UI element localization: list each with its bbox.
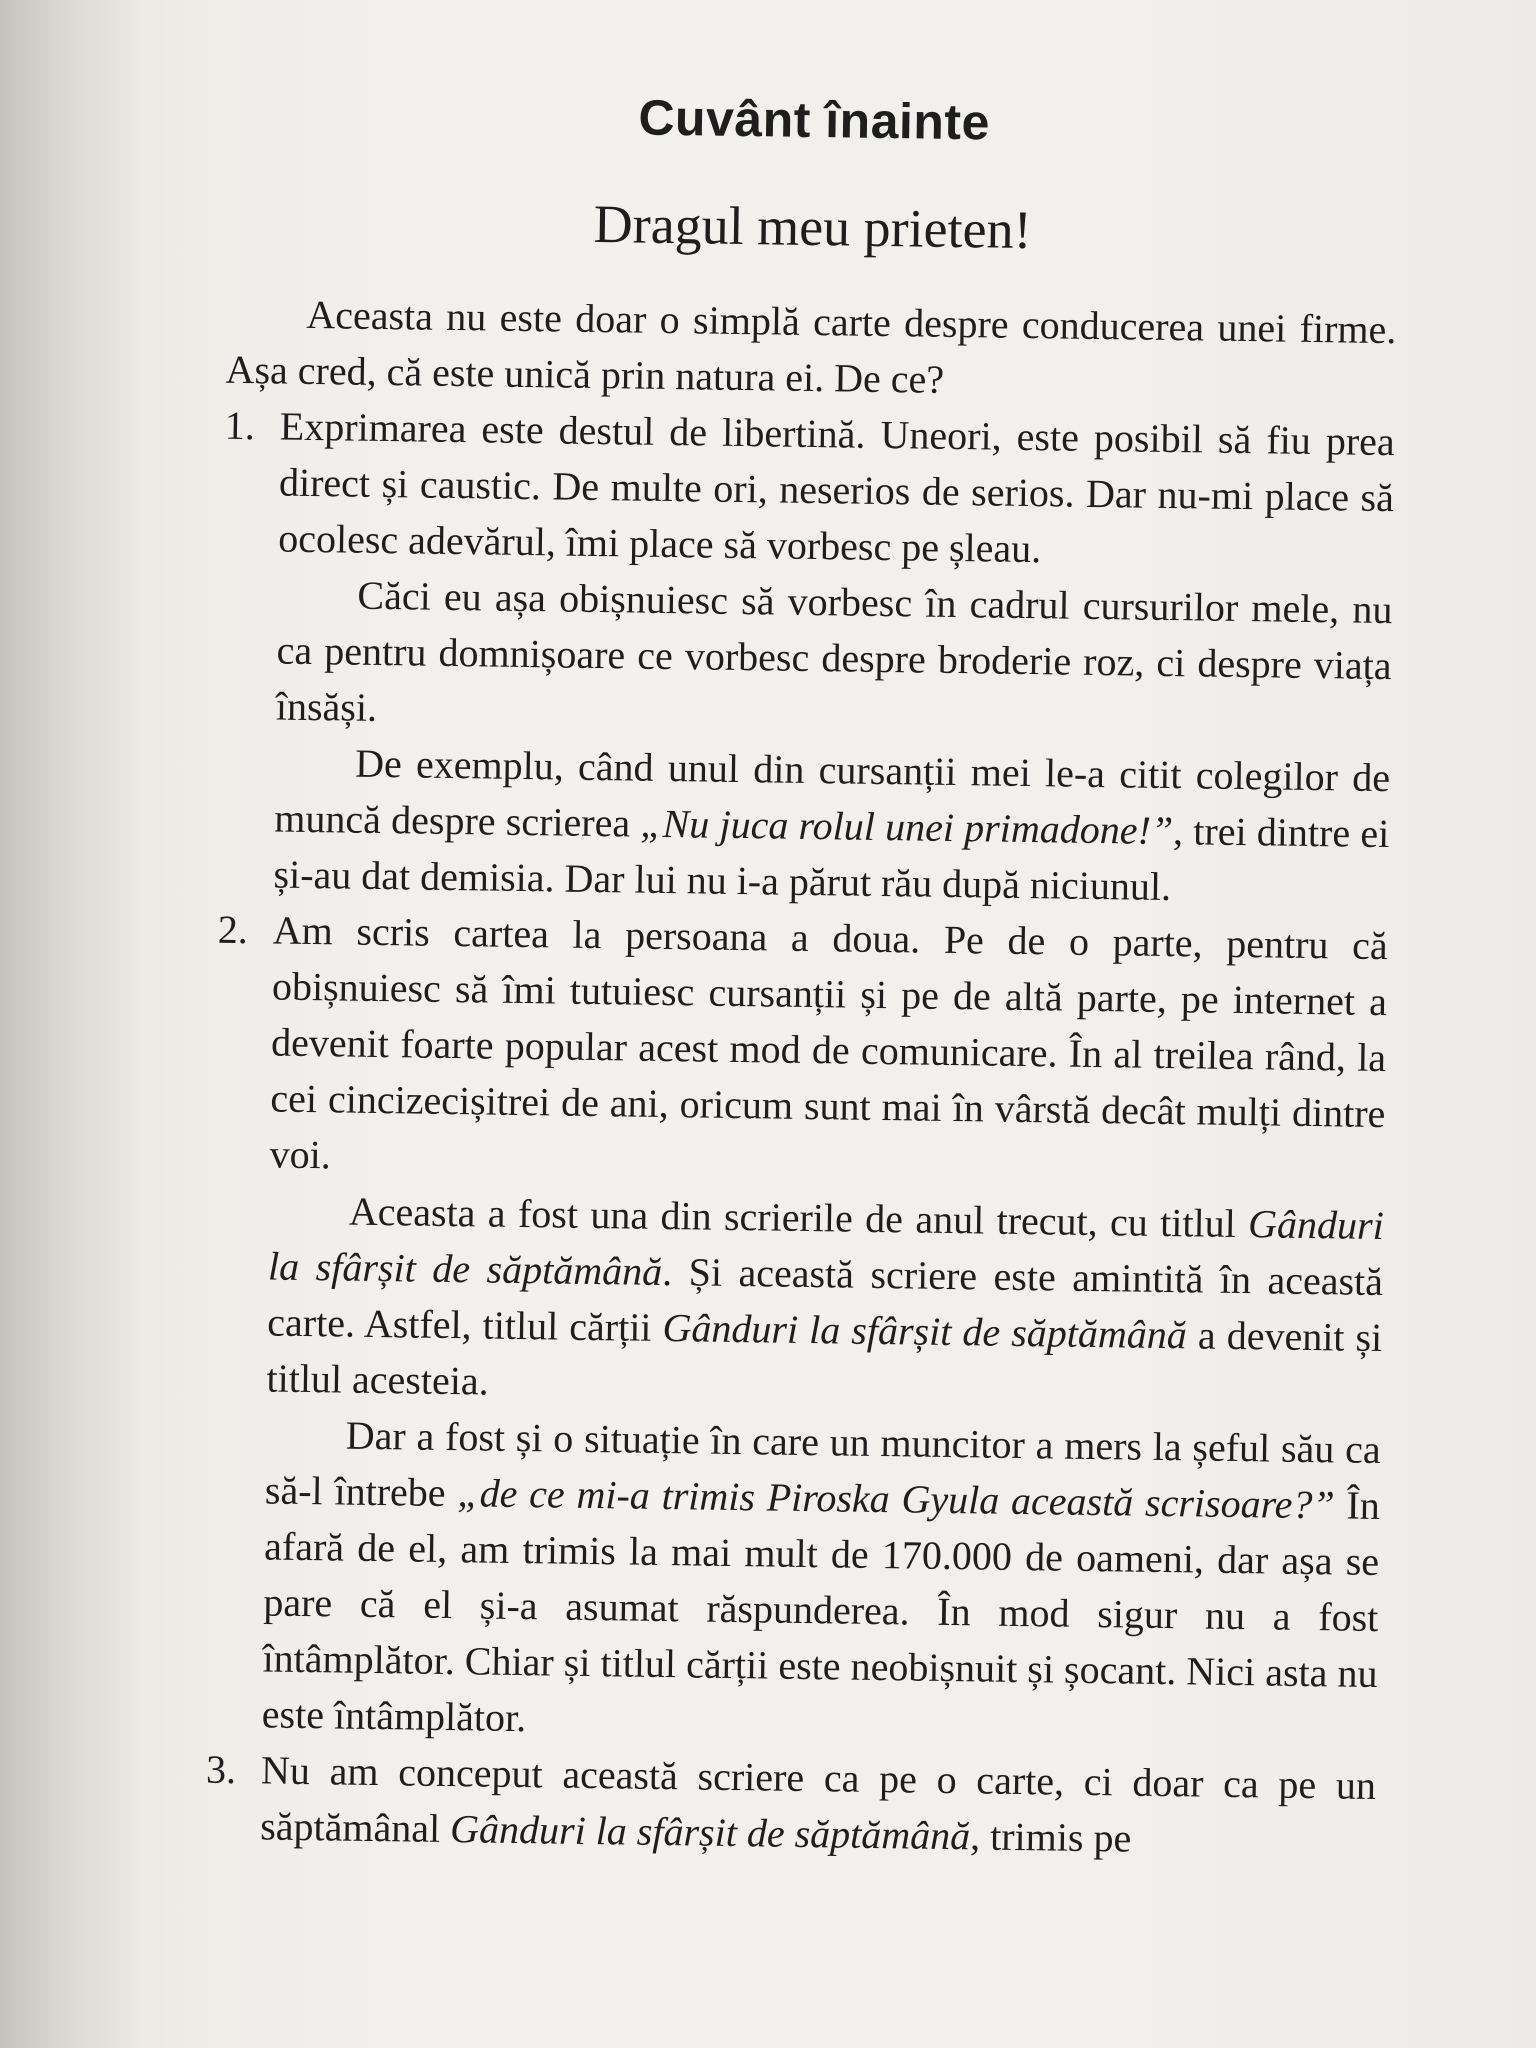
item2-p3-text-before: Dar a fost și o situație în care un muncitor a mers la șeful său ca să-l întrebe: [264, 1412, 1381, 1516]
list-item-3: [205, 1742, 1376, 1870]
item2-p3-text-after: În afară de el, am trimis la mai mult de 170.000 de oameni, dar așa se pare că el și-a asumat răspunderea. În mod sigur nu a fost întâmplător. Chiar și titlul cărții este neobișnuit și șocant. Nici asta nu este întâmplător.: [261, 1482, 1381, 1741]
list-body-3: [260, 1742, 1376, 1870]
book-page: [202, 52, 1400, 2048]
page-gutter-shadow: [0, 0, 140, 2048]
list-number-1: 1.: [224, 402, 256, 449]
item2-p3-quote: „de ce mi-a trimis Piroska Gyula această scrisoare?”: [457, 1470, 1336, 1528]
intro-paragraph: Aceasta nu este doar o simplă carte despre conducerea unei firme. Așa cred, că este unică prin natura ei. De ce?: [225, 291, 1397, 402]
item1-p3-quote: „Nu juca rolul unei primadone!”: [640, 800, 1174, 854]
list-body-1: [273, 399, 1395, 919]
item2-p2-book-title: Gânduri la sfârșit de săptămână: [267, 1201, 1385, 1294]
item3-lead-paragraph: [260, 1742, 1376, 1870]
item2-paragraph-2: [266, 1182, 1384, 1422]
list-item-1: [218, 398, 1395, 918]
list-number-3: 3.: [205, 1746, 237, 1793]
list-number-2: 2.: [217, 906, 249, 953]
item1-p3-text-after: , trei dintre ei și-au dat demisia. Dar lui nu i-a părut rău după niciunul.: [273, 808, 1390, 910]
list-body-2: [261, 903, 1388, 1758]
item3-text-before: Nu am conceput această scriere ca pe o carte, ci doar ca pe un săptămânal: [259, 1747, 1377, 1852]
item2-p2-text-mid: . Și această scriere este amintită în această carte. Astfel, titlul cărții: [267, 1248, 1384, 1350]
item2-p2-book-title-2: Gânduri la sfârșit de săptămână: [662, 1304, 1188, 1358]
item2-paragraph-3: [261, 1406, 1381, 1758]
greeting-heading: Dragul meu prieten!: [593, 193, 1032, 261]
item2-p2-text-before: Aceasta a fost una din scrierile de anul trecut, cu titlul: [348, 1188, 1249, 1247]
item2-lead-paragraph: Am scris cartea la persoana a doua. Pe de o parte, pentru că obișnuiesc să îmi tutuiesc cursanții și pe de altă parte, pe internet a devenit foarte popular acest mod de comunicare. În al treilea rând, la cei cincizecișitrei de ani, oricum sunt mai în vârstă decât mulți dintre voi.: [269, 907, 1389, 1178]
list-item-2: [206, 902, 1388, 1758]
item1-paragraph-2: Căci eu așa obișnuiesc să vorbesc în cadrul cursurilor mele, nu ca pentru domnișoare ce vorbesc despre broderie roz, ci despre viața însăși.: [275, 572, 1393, 730]
item3-text-after: , trimis pe: [969, 1813, 1132, 1861]
item1-paragraph-3: [273, 735, 1390, 919]
item3-book-title: Gânduri la sfârșit de săptămână: [449, 1806, 971, 1859]
chapter-title: Cuvânt înainte: [638, 89, 991, 151]
item1-p3-text-before: De exemplu, când unul din cursanții mei le-a citit colegilor de muncă despre scrierea: [274, 740, 1391, 846]
item1-lead-paragraph: Exprimarea este destul de libertină. Uneori, este posibil să fiu prea direct și caustic. De multe ori, neserios de serios. Dar nu-mi place să ocolesc adevărul, îmi place să vorbesc pe șleau.: [277, 403, 1396, 572]
item2-p2-text-after: a devenit și titlul acesteia.: [266, 1312, 1383, 1404]
